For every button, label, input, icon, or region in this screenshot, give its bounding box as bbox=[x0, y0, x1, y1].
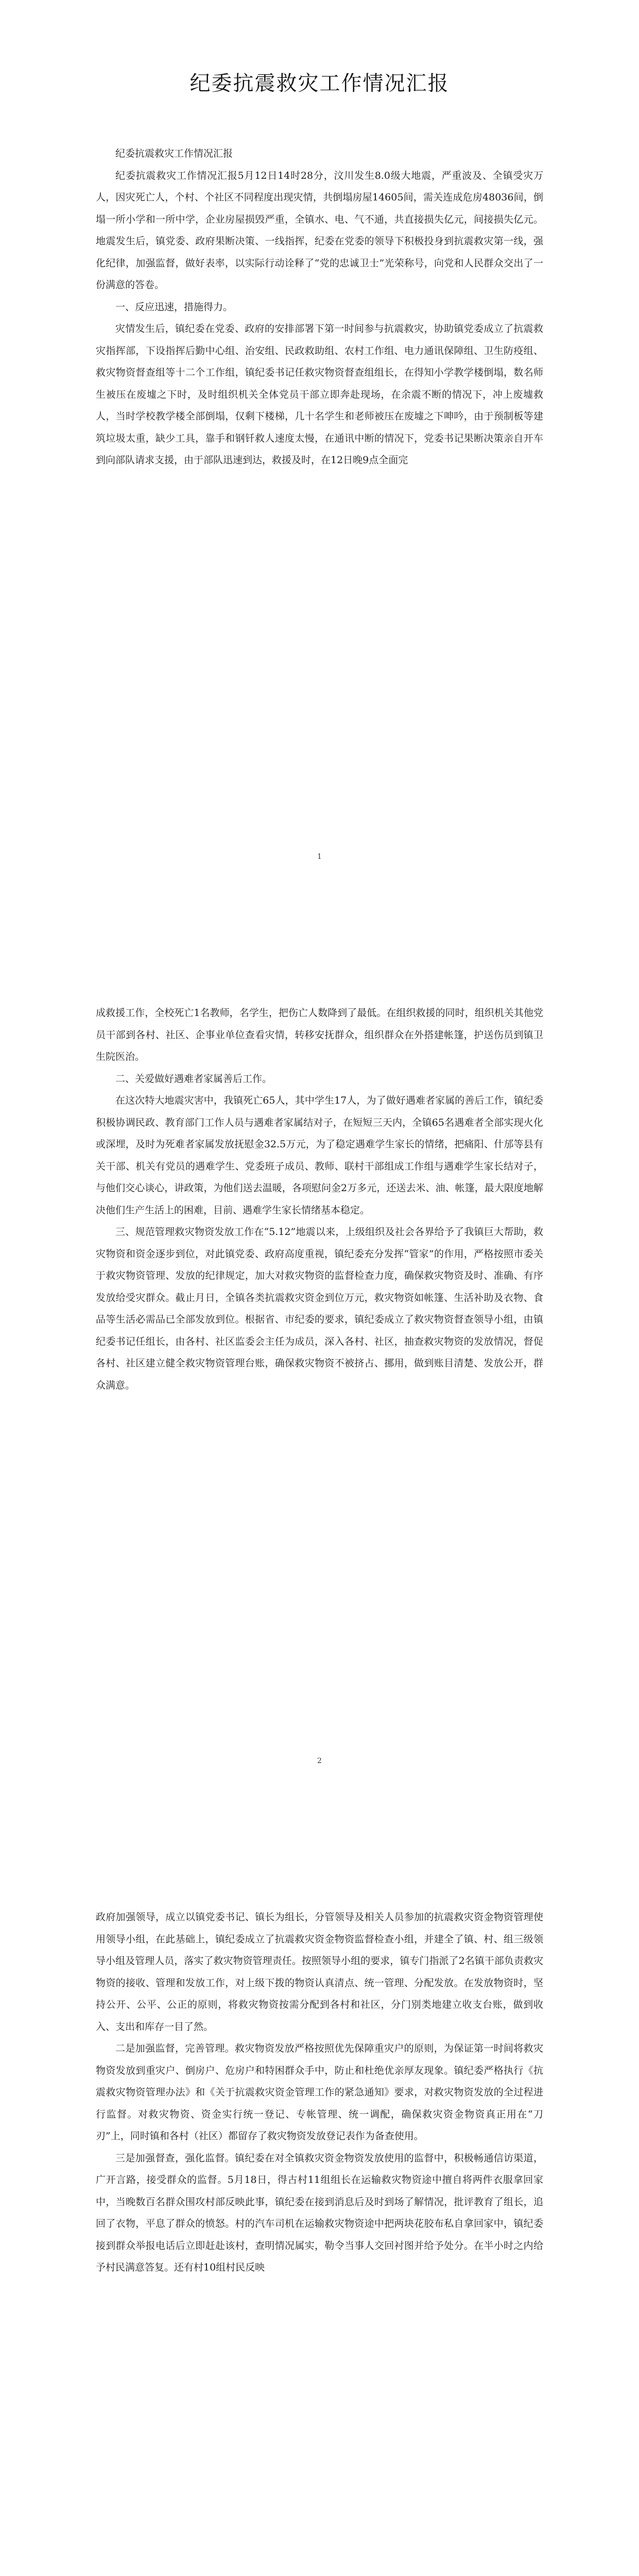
paragraph: 政府加强领导，成立以镇党委书记、镇长为组长，分管领导及相关人员参加的抗震救灾资金物资管理使用领导小组，在此基础上，镇纪委成立了抗震救灾资金物资监督检查小组，并建全了镇、村、组三级领导小组及管理人员，落实了救灾物资管理责任。按照领导小组的要求，镇专门指派了2名镇干部负责救灾物资的接收、管理和发放工作，对上级下拨的物资认真清点、统一管理、分配发放。在发放物资时，坚持公开、公平、公正的原则，将救灾物资按需分配到各村和社区，分门别类地建立收支台账，做到收入、支出和库存一目了然。 bbox=[96, 1911, 543, 2032]
document-title: 纪委抗震救灾工作情况汇报 bbox=[189, 72, 450, 95]
paragraph: 一、反应迅速，措施得力。 bbox=[115, 301, 233, 313]
page-2 bbox=[0, 904, 639, 1765]
page-number: 1 bbox=[317, 853, 322, 861]
paragraph: 纪委抗震救灾工作情况汇报5月12日14时28分，汶川发生8.0级大地震，严重波及、全镇受灾万人，因灾死亡人，个村、个社区不同程度出现灾情，共倒塌房屋14605间，需关连成危房48036间，倒塌一所小学和一所中学，企业房屋损毁严重，全镇水、电、气不通，共直接损失亿元，间接损失亿元。地震发生后，镇党委、政府果断决策、一线指挥，纪委在党委的领导下积极投身到抗震救灾第一线，强化纪律，加强监督，做好表率，以实际行动诠释了“党的忠诚卫士”光荣称号，向党和人民群众交出了一份满意的答卷。 bbox=[96, 170, 543, 291]
paragraph: 二、关爱做好遇难者家属善后工作。 bbox=[115, 1073, 272, 1084]
page-3 bbox=[0, 1808, 639, 2279]
paragraph: 三、规范管理救灾物资发放工作在“5.12”地震以来，上级组织及社会各界给予了我镇巨大帮助，救灾物资和资金逐步到位，对此镇党委、政府高度重视，镇纪委充分发挥“管家”的作用，严格按照市委关于救灾物资管理、发放的纪律规定，加大对救灾物资的监督检查力度，确保救灾物资及时、准确、有序发放给受灾群众。截止月日，全镇各类抗震救灾资金到位万元，救灾物资如帐篷、生活补助及衣物、食品等生活必需品已全部发放到位。根据省、市纪委的要求，镇纪委成立了救灾物资督查领导小组，由镇纪委书记任组长，由各村、社区监委会主任为成员，深入各村、社区，抽查救灾物资的发放情况，督促各村、社区建立健全救灾物资管理台账，确保救灾物资不被挤占、挪用，做到账目清楚、发放公开，群众满意。 bbox=[96, 1226, 543, 1391]
page-number: 2 bbox=[317, 1757, 322, 1765]
paragraph: 在这次特大地震灾害中，我镇死亡65人，其中学生17人，为了做好遇难者家属的善后工作，镇纪委积极协调民政、教育部门工作人员与遇难者家属结对子，在短短三天内，全镇65名遇难者全部实现火化或深埋，及时为死难者家属发放抚慰金32.5万元，为了稳定遇难学生家长的情绪，把痛阳、什邡等县有关干部、机关有党员的遇难学生、党委班子成员、教师、联村干部组成工作组与遇难学生家长结对子，与他们交心谈心，讲政策，为他们送去温暖，各项慰问金2万多元，还送去米、油、帐篷，最大限度地解决他们生产生活上的困难，目前、遇难学生家长情绪基本稳定。 bbox=[96, 1095, 543, 1216]
paragraph: 纪委抗震救灾工作情况汇报 bbox=[115, 148, 233, 159]
paragraph: 灾情发生后，镇纪委在党委、政府的安排部署下第一时间参与抗震救灾，协助镇党委成立了抗震救灾指挥部，下设指挥后勤中心组、治安组、民政救助组、农村工作组、电力通讯保障组、卫生防疫组、救灾物资督查组等十二个工作组，镇纪委书记任救灾物资督查组组长，在得知小学教学楼倒塌，数名师生被压在废墟之下时，及时组织机关全体党员干部立即奔赴现场，在余震不断的情况下，冲上废墟救人，当时学校教学楼全部倒塌，仅剩下楼梯，几十名学生和老师被压在废墟之下呻吟，由于预制板等建筑垃圾太重，缺少工具，靠手和钢钎救人速度太慢，在通讯中断的情况下，党委书记果断决策亲自开车到向部队请求支援，由于部队迅速到达，救援及时，在12日晚9点全面完 bbox=[96, 323, 543, 466]
page-body bbox=[96, 1808, 543, 2279]
page-body bbox=[96, 143, 543, 471]
paragraph: 成救援工作，全校死亡1名教师，名学生，把伤亡人数降到了最低。在组织救援的同时，组织机关其他党员干部到各村、社区、企事业单位查看灾情，转移安抚群众，组织群众在外搭建帐篷，护送伤员到镇卫生院医治。 bbox=[96, 1007, 543, 1062]
paragraph: 二是加强监督，完善管理。救灾物资发放严格按照优先保障重灾户的原则，为保证第一时间将救灾物资发放到重灾户、倒房户、危房户和特困群众手中，防止和杜绝优亲厚友现象。镇纪委严格执行《抗震救灾物资管理办法》和《关于抗震救灾资金管理工作的紧急通知》要求，对救灾物资发放的全过程进行监督。对救灾物资、资金实行统一登记、专帐管理、统一调配，确保救灾资金物资真正用在“刀刃”上，同时镇和各村（社区）都留存了救灾物资发放登记表作为备查使用。 bbox=[96, 2043, 543, 2142]
paragraph: 三是加强督查，强化监督。镇纪委在对全镇救灾资金物资发放使用的监督中，积极畅通信访渠道，广开言路，接受群众的监督。5月18日，得古村11组组长在运输救灾物资途中擅自将两件衣服拿回家中，当晚数百名群众围攻村部反映此事，镇纪委在接到消息后及时到场了解情况，批评教育了组长，追回了衣物，平息了群众的愤怒。村的汽车司机在运输救灾物资途中把两块花胶布私自拿回家中，镇纪委接到群众举报电话后立即赶赴该村，查明情况属实，勒令当事人交回衬图并给予处分。在半小时之内给予村民满意答复。还有村10组村民反映 bbox=[96, 2152, 543, 2273]
page-body bbox=[96, 904, 543, 1396]
page-1 bbox=[0, 0, 639, 861]
